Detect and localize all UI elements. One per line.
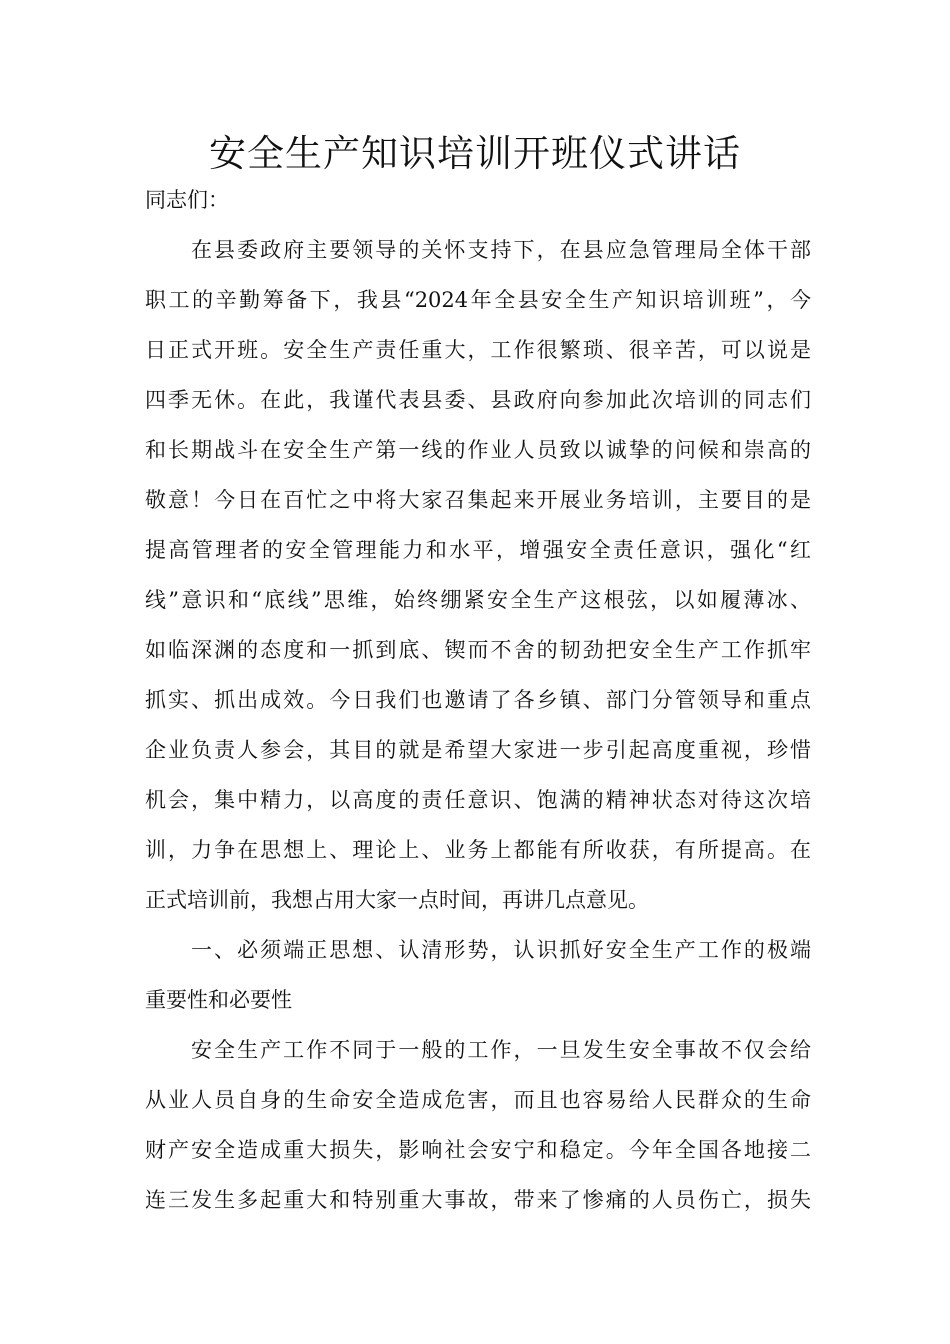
paragraph-1-line-9: 如临深渊的态度和一抓到底、锲而不舍的韧劲把安全生产工作抓牢 [145,638,811,662]
paragraph-1-line-10: 抓实、抓出成效。今日我们也邀请了各乡镇、部门分管领导和重点 [145,688,811,712]
section-heading-line-2: 重要性和必要性 [145,988,292,1012]
paragraph-1-line-5: 和长期战斗在安全生产第一线的作业人员致以诚挚的问候和崇高的 [145,438,811,462]
paragraph-2-line-3: 财产安全造成重大损失，影响社会安宁和稳定。今年全国各地接二 [145,1138,811,1162]
paragraph-2-line-2: 从业人员自身的生命安全造成危害，而且也容易给人民群众的生命 [145,1088,811,1112]
paragraph-1-line-7: 提高管理者的安全管理能力和水平，增强安全责任意识，强化“红 [145,538,811,562]
paragraph-1-line-14: 正式培训前，我想占用大家一点时间，再讲几点意见。 [145,888,649,912]
section-heading-line-1: 一、必须端正思想、认清形势，认识抓好安全生产工作的极端 [191,938,811,962]
paragraph-1-line-12: 机会，集中精力，以高度的责任意识、饱满的精神状态对待这次培 [145,788,811,812]
paragraph-1-line-8: 线”意识和“底线”思维，始终绷紧安全生产这根弦，以如履薄冰、 [145,588,811,612]
greeting-line: 同志们： [145,188,229,212]
paragraph-1-line-3: 日正式开班。安全生产责任重大，工作很繁琐、很辛苦，可以说是 [145,338,811,362]
paragraph-1-line-11: 企业负责人参会，其目的就是希望大家进一步引起高度重视，珍惜 [145,738,811,762]
paragraph-1-line-13: 训，力争在思想上、理论上、业务上都能有所收获，有所提高。在 [145,838,811,862]
paragraph-2-line-4: 连三发生多起重大和特别重大事故，带来了惨痛的人员伤亡，损失 [145,1188,811,1212]
paragraph-1-line-2: 职工的辛勤筹备下，我县“2024年全县安全生产知识培训班”，今 [145,288,811,312]
paragraph-1-line-1: 在县委政府主要领导的关怀支持下，在县应急管理局全体干部 [191,238,811,262]
document-title: 安全生产知识培训开班仪式讲话 [209,132,741,175]
paragraph-1-line-6: 敬意！今日在百忙之中将大家召集起来开展业务培训，主要目的是 [145,488,811,512]
paragraph-1-line-4: 四季无休。在此，我谨代表县委、县政府向参加此次培训的同志们 [145,388,811,412]
paragraph-2-line-1: 安全生产工作不同于一般的工作，一旦发生安全事故不仅会给 [191,1038,811,1062]
